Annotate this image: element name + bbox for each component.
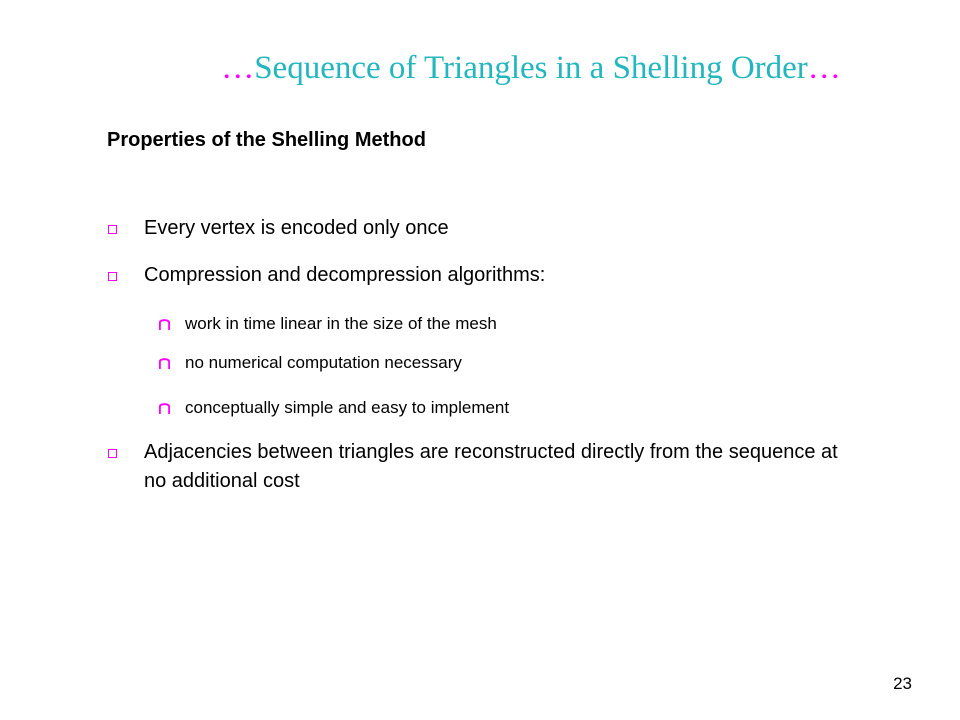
title-trailing-ellipsis: … xyxy=(807,50,841,86)
bullet-text: Every vertex is encoded only once xyxy=(144,217,449,239)
arch-bullet-icon xyxy=(159,357,170,369)
arch-bullet-icon xyxy=(159,318,170,330)
sub-bullet-text: no numerical computation necessary xyxy=(185,353,462,372)
page-number: 23 xyxy=(893,674,912,693)
slide-title xyxy=(0,50,960,87)
bullet-text: Compression and decompression algorithms: xyxy=(144,264,546,286)
sub-bullet-text: work in time linear in the size of the mesh xyxy=(185,314,497,333)
arch-bullet-icon xyxy=(159,402,170,414)
slide-subtitle: Properties of the Shelling Method xyxy=(107,129,426,151)
square-bullet-icon xyxy=(108,272,117,281)
square-bullet-icon xyxy=(108,449,117,458)
sub-bullet-text: conceptually simple and easy to implement xyxy=(185,398,510,417)
title-leading-ellipsis: … xyxy=(221,50,255,86)
bullet-text: Adjacencies between triangles are reconstructed directly from the sequence at no additional cost xyxy=(144,441,838,492)
square-bullet-icon xyxy=(108,225,117,234)
title-text: Sequence of Triangles in a Shelling Order xyxy=(254,50,808,86)
